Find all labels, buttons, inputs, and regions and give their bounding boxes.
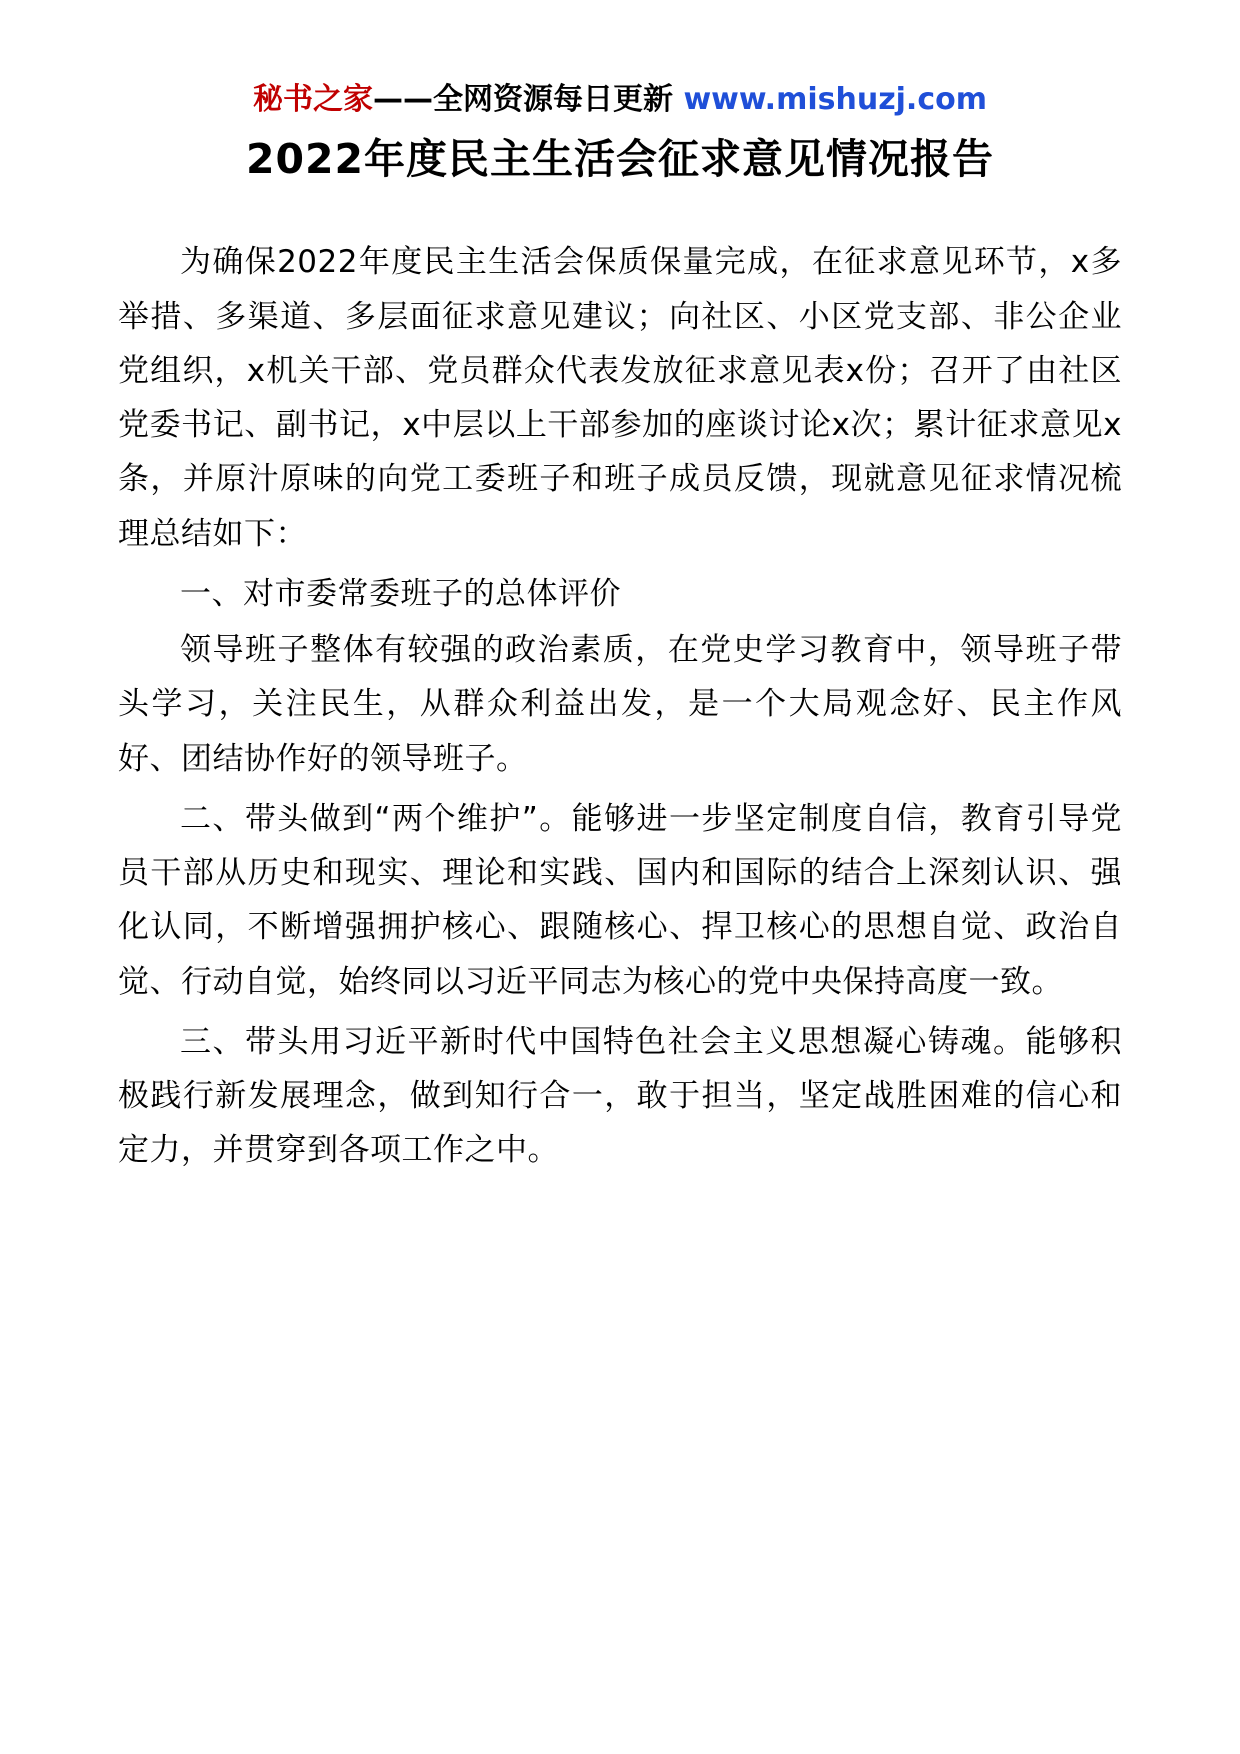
paragraph-section-two: 二、带头做到“两个维护”。能够进一步坚定制度自信，教育引导党员干部从历史和现实、理论和实践、国内和国际的结合上深刻认识、强化认同，不断增强拥护核心、跟随核心、捍卫核心的思想自觉、政治自觉、行动自觉，始终同以习近平同志为核心的党中央保持高度一致。 xyxy=(118,800,1122,1000)
watermark-brand: 秘书之家 xyxy=(253,82,373,117)
paragraph-section-three: 三、带头用习近平新时代中国特色社会主义思想凝心铸魂。能够积极践行新发展理念，做到知行合一，敢于担当，坚定战胜困难的信心和定力，并贯穿到各项工作之中。 xyxy=(118,1023,1122,1169)
page-title: 2022年度民主生活会征求意见情况报告 xyxy=(245,135,995,183)
paragraph-intro: 为确保2022年度民主生活会保质保量完成，在征求意见环节，x多举措、多渠道、多层面征求意见建议；向社区、小区党支部、非公企业党组织，x机关干部、党员群众代表发放征求意见表x份；召开了由社区党委书记、副书记，x中层以上干部参加的座谈讨论x次；累计征求意见x条，并原汁原味的向党工委班子和班子成员反馈，现就意见征求情况梳理总结如下： xyxy=(118,244,1122,552)
site-watermark xyxy=(118,82,1122,118)
paragraph-section-one-heading: 一、对市委常委班子的总体评价 xyxy=(180,575,621,612)
watermark-separator: ——全网资源每日更新 xyxy=(373,82,684,117)
paragraph-section-one-body: 领导班子整体有较强的政治素质，在党史学习教育中，领导班子带头学习，关注民生，从群众利益出发，是一个大局观念好、民主作风好、团结协作好的领导班子。 xyxy=(118,632,1122,777)
watermark-url[interactable]: www.mishuzj.com xyxy=(683,82,987,117)
